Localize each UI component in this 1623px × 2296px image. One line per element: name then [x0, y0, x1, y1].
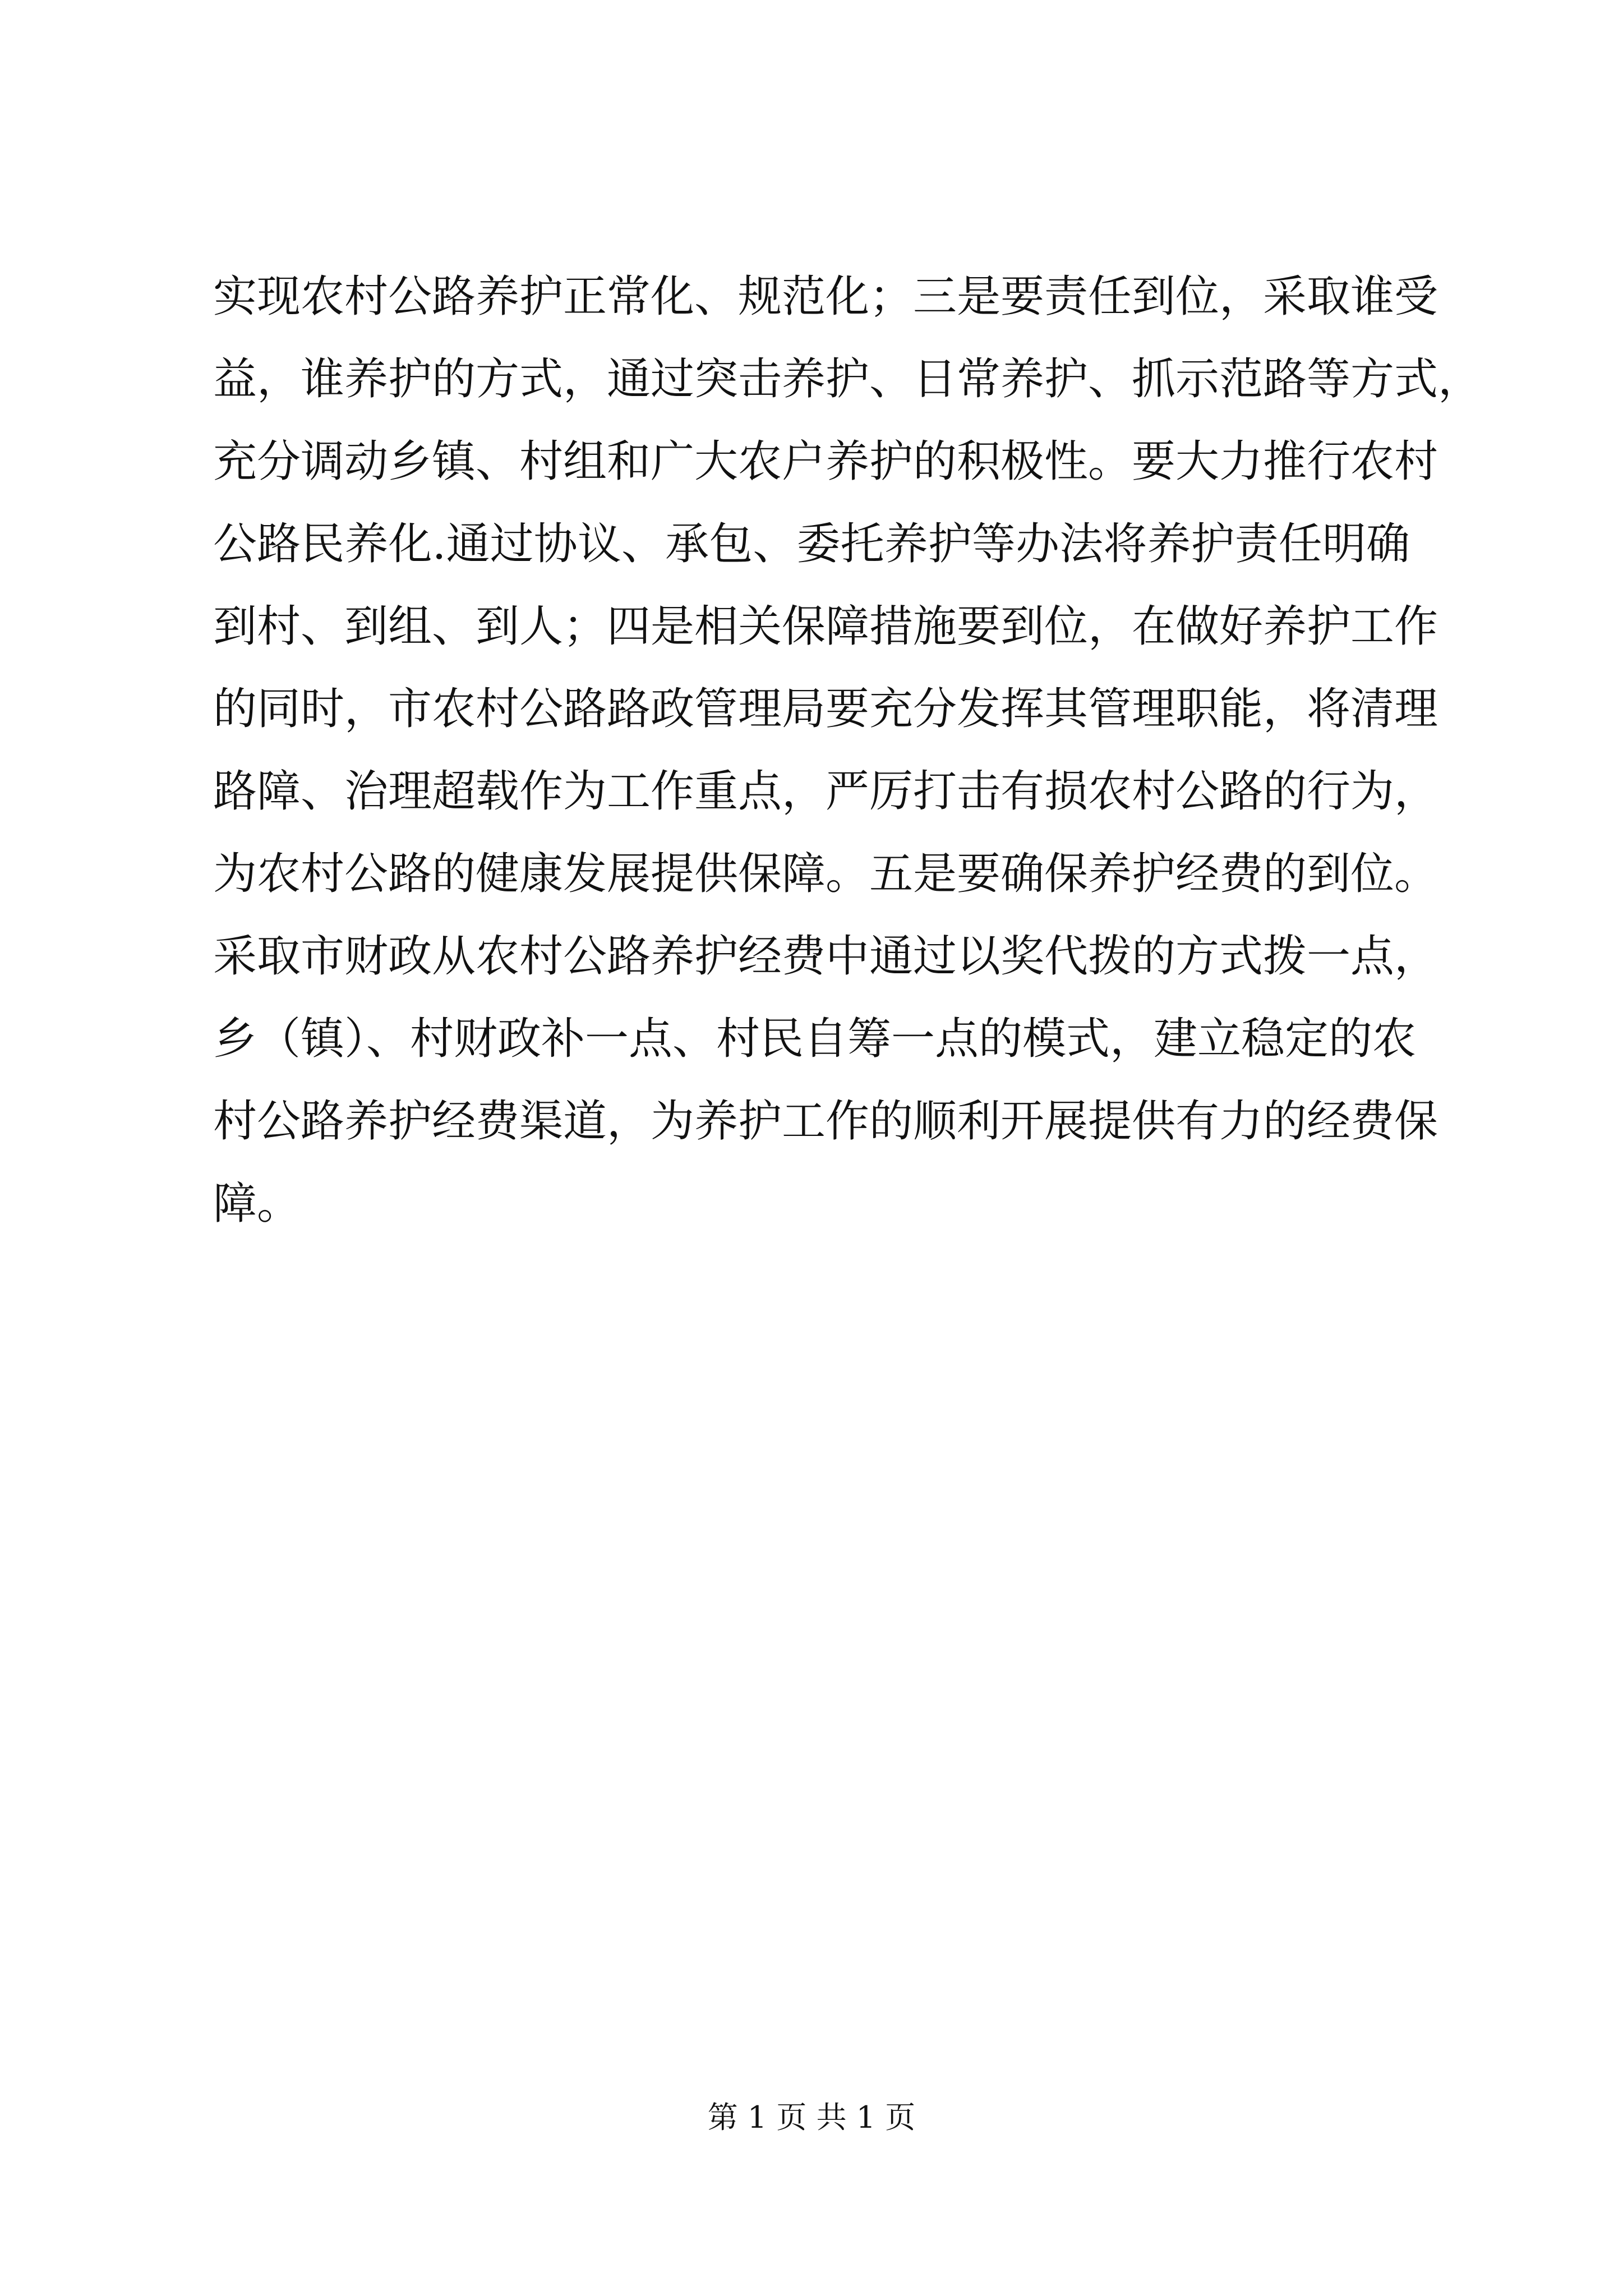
text-line-5: 到村、到组、到人；四是相关保障措施要到位，在做好养护工作 [213, 601, 1438, 652]
text-line-4: 公路民养化.通过协议、承包、委托养护等办法将养护责任明确 [213, 519, 1410, 569]
text-line-2: 益，谁养护的方式，通过突击养护、日常养护、抓示范路等方式， [213, 354, 1482, 404]
text-line-11: 村公路养护经费渠道，为养护工作的顺利开展提供有力的经费保 [213, 1096, 1438, 1147]
page-footer [0, 2098, 1623, 2137]
text-line-12: 障。 [213, 1179, 301, 1229]
text-line-8: 为农村公路的健康发展提供保障。五是要确保养护经费的到位。 [213, 849, 1438, 899]
text-line-6: 的同时，市农村公路路政管理局要充分发挥其管理职能，将清理 [213, 684, 1438, 734]
text-line-7: 路障、治理超载作为工作重点，严厉打击有损农村公路的行为， [213, 766, 1438, 817]
text-line-9: 采取市财政从农村公路养护经费中通过以奖代拨的方式拨一点， [213, 931, 1438, 982]
text-line-10: 乡（镇）、村财政补一点、村民自筹一点的模式，建立稳定的农 [213, 1014, 1417, 1064]
text-line-3: 充分调动乡镇、村组和广大农户养护的积极性。要大力推行农村 [213, 436, 1438, 487]
text-line-1: 实现农村公路养护正常化、规范化；三是要责任到位，采取谁受 [213, 272, 1438, 322]
body-paragraph [213, 256, 1482, 1245]
page-indicator: 第 1 页 共 1 页 [707, 2100, 916, 2135]
